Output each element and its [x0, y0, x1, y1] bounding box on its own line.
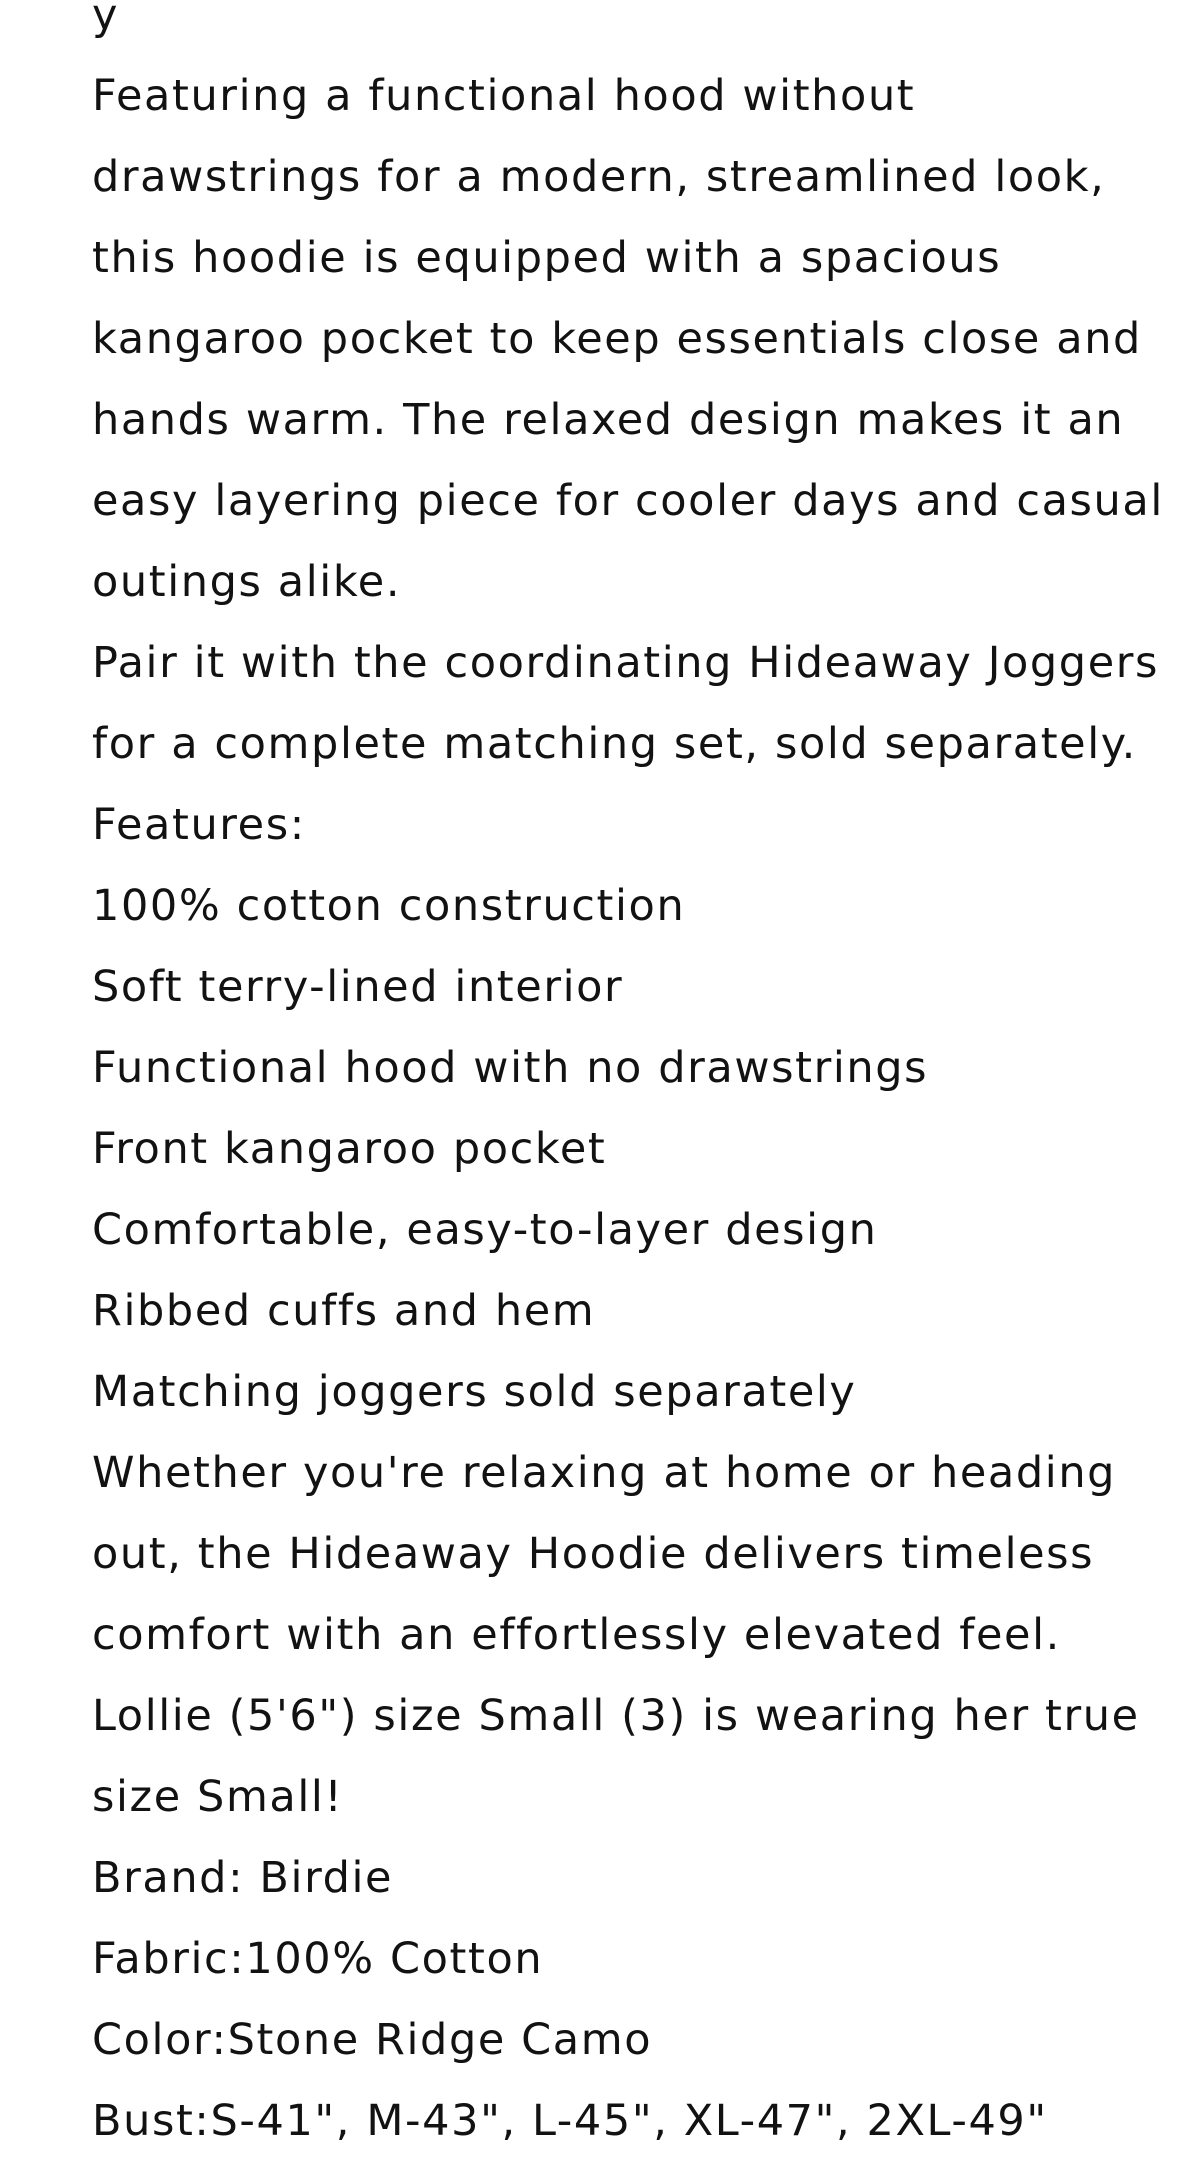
description-line: for a complete matching set, sold separately. — [92, 719, 1137, 769]
feature-item: Matching joggers sold separately — [92, 1367, 857, 1417]
brand-spec: Brand: Birdie — [92, 1853, 394, 1903]
feature-item: Functional hood with no drawstrings — [92, 1043, 929, 1093]
model-info-line: Lollie (5'6") size Small (3) is wearing her true — [92, 1691, 1140, 1741]
description-line: hands warm. The relaxed design makes it an — [92, 395, 1125, 445]
description-line: comfort with an effortlessly elevated feel. — [92, 1610, 1061, 1660]
description-line: easy layering piece for cooler days and casual — [92, 476, 1164, 526]
description-line: this hoodie is equipped with a spacious — [92, 233, 1002, 283]
feature-item: Comfortable, easy-to-layer design — [92, 1205, 878, 1255]
description-line: kangaroo pocket to keep essentials close and — [92, 314, 1142, 364]
description-line: drawstrings for a modern, streamlined look, — [92, 152, 1106, 202]
description-line: Pair it with the coordinating Hideaway Joggers — [92, 638, 1160, 688]
description-line: Featuring a functional hood without — [92, 71, 916, 121]
features-heading: Features: — [92, 800, 306, 850]
feature-item: Ribbed cuffs and hem — [92, 1286, 596, 1336]
product-description — [92, 0, 1172, 2162]
model-info-line: size Small! — [92, 1772, 344, 1822]
feature-item: 100% cotton construction — [92, 881, 686, 931]
feature-item: Front kangaroo pocket — [92, 1124, 607, 1174]
description-line: outings alike. — [92, 557, 402, 607]
feature-item: Soft terry-lined interior — [92, 962, 624, 1012]
description-line: y — [92, 0, 120, 40]
color-spec: Color:Stone Ridge Camo — [92, 2015, 653, 2065]
fabric-spec: Fabric:100% Cotton — [92, 1934, 544, 1984]
description-line: Whether you're relaxing at home or heading — [92, 1448, 1117, 1498]
bust-spec: Bust:S-41", M-43", L-45", XL-47", 2XL-49" — [92, 2096, 1048, 2146]
description-line: out, the Hideaway Hoodie delivers timeless — [92, 1529, 1095, 1579]
